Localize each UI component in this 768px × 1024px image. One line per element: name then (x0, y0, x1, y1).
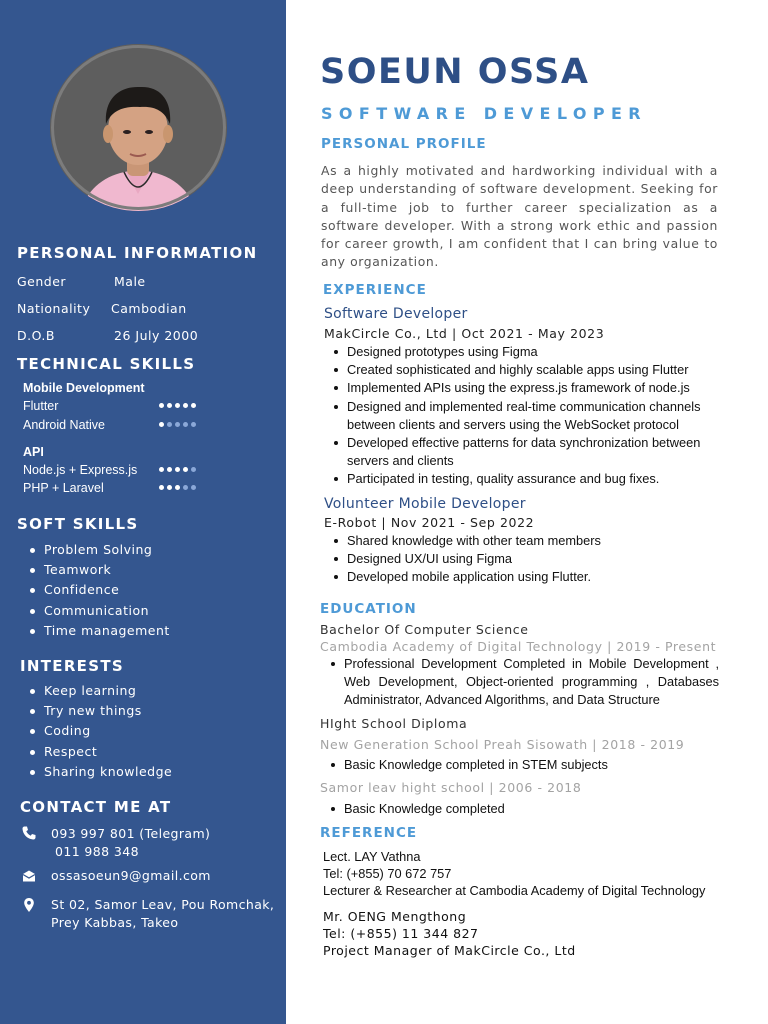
skill-group-title: Mobile Development (23, 381, 145, 395)
skill-level-dots (159, 422, 196, 427)
list-item: Basic Knowledge completed (327, 800, 719, 818)
phone-primary[interactable]: 093 997 801 (Telegram) (51, 826, 211, 841)
list-item: Communication (26, 603, 170, 623)
skill-row-android-native (23, 418, 213, 432)
list-item: Coding (26, 723, 172, 743)
address-line: St 02, Samor Leav, Pou Romchak, (51, 897, 275, 912)
contact-address (51, 896, 274, 932)
skill-row-flutter (23, 399, 213, 413)
reference-name: Lect. LAY Vathna (323, 849, 421, 864)
education-bullets (327, 800, 719, 818)
info-row-nationality (17, 301, 187, 316)
skill-dot (159, 485, 164, 490)
phone-secondary[interactable]: 011 988 348 (55, 844, 139, 859)
contact-heading: CONTACT ME AT (20, 798, 172, 816)
skill-group-title: API (23, 445, 44, 459)
education-school: Samor leav hight school | 2006 - 2018 (320, 780, 582, 795)
location-pin-icon (21, 897, 37, 913)
education-degree: HIght School Diploma (320, 716, 468, 731)
interests-list (26, 683, 172, 784)
info-value: Cambodian (111, 301, 187, 316)
job-title: Software Developer (324, 306, 468, 322)
soft-skills-heading: SOFT SKILLS (17, 515, 139, 533)
list-item: Designed and implemented real-time communication channels between clients and servers using the WebSocket protocol (330, 398, 730, 434)
skill-row-nodejs (23, 463, 213, 477)
skill-level-dots (159, 485, 196, 490)
info-label: Gender (17, 274, 67, 289)
skill-name: Android Native (23, 418, 105, 432)
list-item: Professional Development Completed in Mobile Development , Web Development, Object-oriented programming , Databases Administrator, Advanced Algorithms, and Data Structure (327, 655, 719, 710)
list-item: Confidence (26, 582, 170, 602)
contact-phone[interactable] (51, 825, 210, 861)
interests-heading: INTERESTS (20, 657, 124, 675)
list-item: Participated in testing, quality assurance and bug fixes. (330, 470, 730, 488)
job-meta: E-Robot | Nov 2021 - Sep 2022 (324, 515, 535, 530)
candidate-role: SOFTWARE DEVELOPER (321, 104, 648, 123)
job-title: Volunteer Mobile Developer (324, 496, 526, 512)
list-item: Try new things (26, 703, 172, 723)
skill-dot (183, 485, 188, 490)
experience-heading: EXPERIENCE (323, 282, 427, 298)
list-item: Developed mobile application using Flutter. (330, 568, 730, 586)
skill-dot (191, 485, 196, 490)
skill-dot (175, 403, 180, 408)
info-value: 26 July 2000 (114, 328, 199, 343)
skill-name: Flutter (23, 399, 59, 413)
skill-dot (159, 403, 164, 408)
skill-dot (191, 467, 196, 472)
job-bullets (330, 343, 730, 489)
candidate-name: SOEUN OSSA (320, 52, 590, 92)
list-item: Designed UX/UI using Figma (330, 550, 730, 568)
sidebar (0, 0, 286, 1024)
profile-heading: PERSONAL PROFILE (321, 136, 487, 152)
skill-dot (167, 485, 172, 490)
skill-dot (191, 403, 196, 408)
list-item: Basic Knowledge completed in STEM subjects (327, 756, 719, 774)
reference-name: Mr. OENG Mengthong (323, 909, 467, 924)
list-item: Problem Solving (26, 542, 170, 562)
skill-dot (183, 403, 188, 408)
list-item: Developed effective patterns for data synchronization between servers and clients (330, 434, 730, 470)
skill-name: PHP + Laravel (23, 481, 104, 495)
info-value: Male (114, 274, 146, 289)
phone-icon (21, 825, 37, 841)
skill-dot (183, 422, 188, 427)
info-row-dob (17, 328, 199, 343)
skill-dot (167, 403, 172, 408)
list-item: Designed prototypes using Figma (330, 343, 730, 361)
reference-position: Lecturer & Researcher at Cambodia Academy of Digital Technology (323, 883, 706, 898)
skill-level-dots (159, 403, 196, 408)
list-item: Teamwork (26, 562, 170, 582)
info-row-gender (17, 274, 146, 289)
education-school: New Generation School Preah Sisowath | 2018 - 2019 (320, 737, 685, 752)
list-item: Shared knowledge with other team members (330, 532, 730, 550)
education-degree: Bachelor Of Computer Science (320, 622, 529, 637)
skill-dot (183, 467, 188, 472)
reference-tel: Tel: (+855) 11 344 827 (323, 926, 479, 941)
reference-position: Project Manager of MakCircle Co., Ltd (323, 943, 576, 958)
education-bullets (327, 655, 719, 710)
info-label: Nationality (17, 301, 91, 316)
list-item: Implemented APIs using the express.js framework of node.js (330, 379, 730, 397)
education-bullets (327, 756, 719, 774)
education-school: Cambodia Academy of Digital Technology | 2019 - Present (320, 639, 717, 654)
skill-dot (159, 467, 164, 472)
personal-info-heading: PERSONAL INFORMATION (17, 244, 258, 262)
reference-tel: Tel: (+855) 70 672 757 (323, 866, 452, 881)
skill-dot (175, 422, 180, 427)
technical-skills-heading: TECHNICAL SKILLS (17, 355, 196, 373)
profile-photo (50, 44, 227, 211)
skill-dot (167, 467, 172, 472)
job-bullets (330, 532, 730, 587)
address-line: Prey Kabbas, Takeo (51, 915, 179, 930)
soft-skills-list (26, 542, 170, 643)
job-meta: MakCircle Co., Ltd | Oct 2021 - May 2023 (324, 326, 605, 341)
email-icon (21, 868, 37, 884)
contact-email[interactable]: ossasoeun9@gmail.com (51, 868, 211, 883)
skill-dot (191, 422, 196, 427)
list-item: Respect (26, 744, 172, 764)
list-item: Keep learning (26, 683, 172, 703)
skill-dot (175, 467, 180, 472)
reference-heading: REFERENCE (320, 825, 418, 841)
list-item: Sharing knowledge (26, 764, 172, 784)
skill-dot (167, 422, 172, 427)
education-heading: EDUCATION (320, 601, 417, 617)
skill-row-php-laravel (23, 481, 213, 495)
profile-text: As a highly motivated and hardworking individual with a deep understanding of software development. Seeking for a full-time job to further career specialization as a software developer. With a strong work ethic and passion for career growth, I am confident that I can bring value to any organization. (321, 163, 718, 270)
skill-dot (159, 422, 164, 427)
list-item: Time management (26, 623, 170, 643)
skill-level-dots (159, 467, 196, 472)
list-item: Created sophisticated and highly scalable apps using Flutter (330, 361, 730, 379)
skill-name: Node.js + Express.js (23, 463, 138, 477)
info-label: D.O.B (17, 328, 55, 343)
skill-dot (175, 485, 180, 490)
